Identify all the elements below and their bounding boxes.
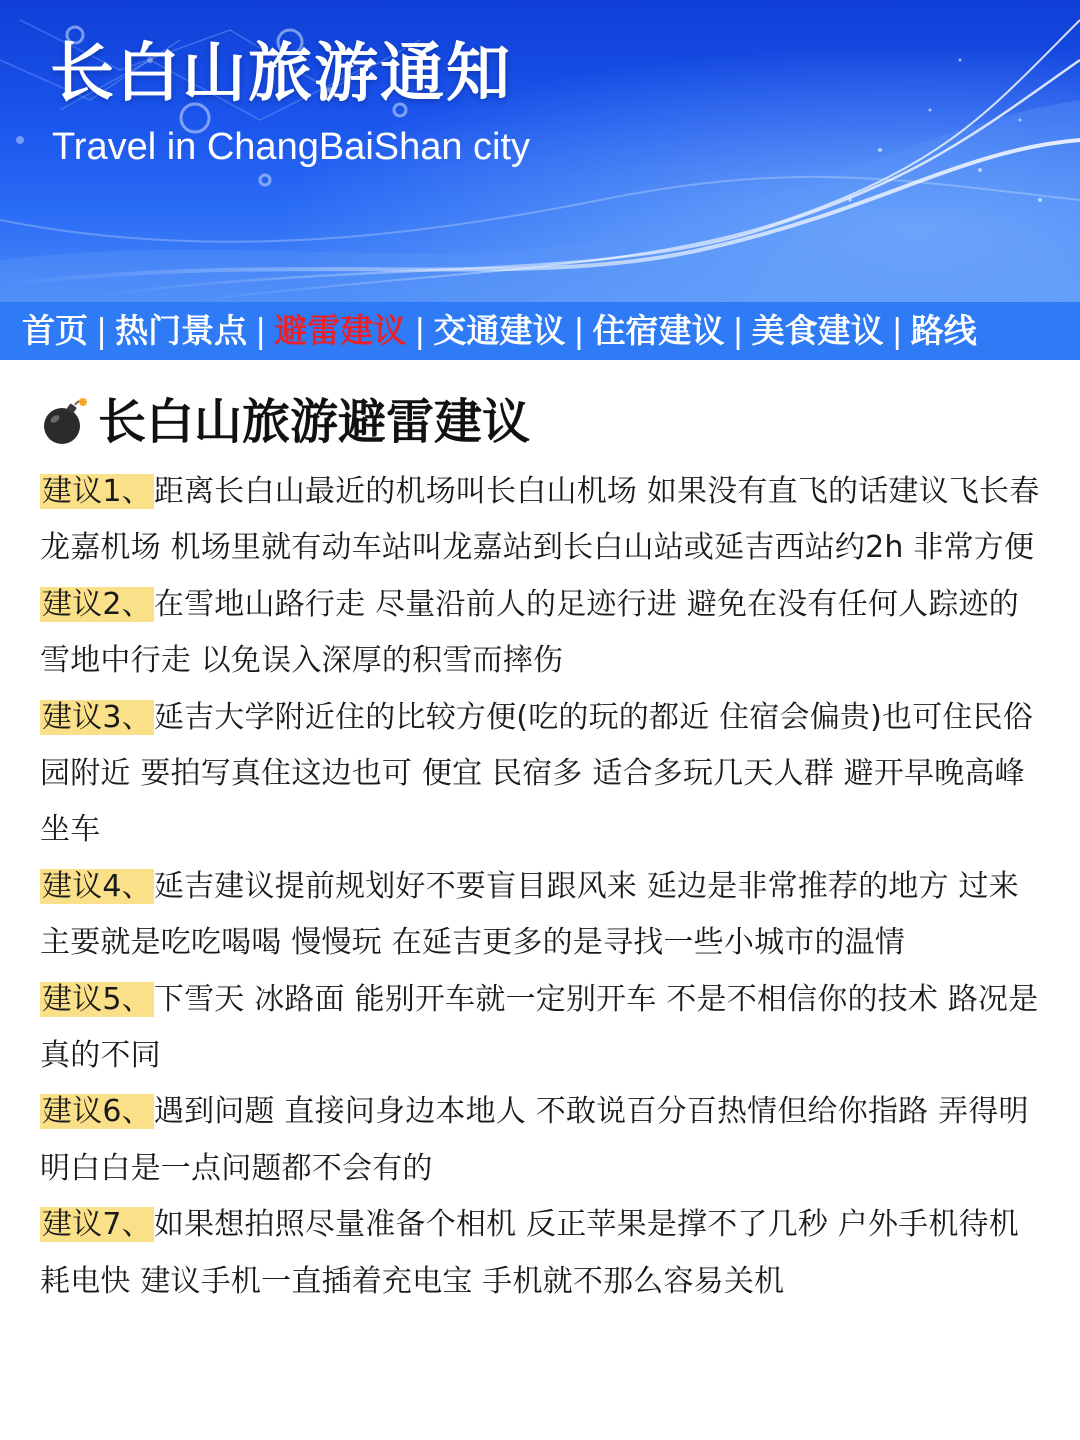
tips-list <box>40 464 1045 1310</box>
nav-item-pitfall-tips[interactable]: 避雷建议 <box>274 311 407 350</box>
nav-item-transport-tips[interactable]: 交通建议 <box>433 311 566 350</box>
tip-item <box>40 1084 1045 1197</box>
nav-bar <box>0 302 1080 360</box>
tip-item <box>40 859 1045 972</box>
tip-text: 在雪地山路行走 尽量沿前人的足迹行进 避免在没有任何人踪迹的雪地中行走 以免误入深厚的积雪而摔伤 <box>40 586 1019 679</box>
nav-item-lodging-tips[interactable]: 住宿建议 <box>592 311 725 350</box>
tip-text: 下雪天 冰路面 能别开车就一定别开车 不是不相信你的技术 路况是真的不同 <box>40 981 1039 1074</box>
nav-separator: | <box>732 311 744 350</box>
nav-separator: | <box>573 311 585 350</box>
tip-text: 延吉建议提前规划好不要盲目跟风来 延边是非常推荐的地方 过来主要就是吃吃喝喝 慢慢玩 在延吉更多的是寻找一些小城市的温情 <box>40 868 1019 961</box>
tip-text: 延吉大学附近住的比较方便(吃的玩的都近 住宿会偏贵)也可住民俗园附近 要拍写真住这边也可 便宜 民宿多 适合多玩几天人群 避开早晚高峰坐车 <box>40 699 1034 848</box>
tip-label: 建议4、 <box>42 868 152 904</box>
tip-label: 建议7、 <box>42 1207 152 1243</box>
banner-subtitle: Travel in ChangBaiShan city <box>52 126 531 168</box>
tip-item <box>40 972 1045 1085</box>
tip-label: 建议3、 <box>42 699 152 735</box>
nav-separator: | <box>96 311 108 350</box>
tip-item <box>40 577 1045 690</box>
section-heading <box>40 394 530 450</box>
section-title: 长白山旅游避雷建议 <box>98 394 531 450</box>
tip-text: 遇到问题 直接问身边本地人 不敢说百分百热情但给你指路 弄得明明白白是一点问题都不会有的 <box>40 1094 1029 1186</box>
tip-label: 建议6、 <box>42 1094 152 1130</box>
tip-label: 建议5、 <box>42 981 152 1017</box>
nav-separator: | <box>255 311 267 350</box>
nav-separator: | <box>891 311 903 350</box>
nav-separator: | <box>414 311 426 350</box>
nav-item-food-tips[interactable]: 美食建议 <box>751 311 884 350</box>
tip-label: 建议1、 <box>42 474 152 509</box>
tip-text: 如果想拍照尽量准备个相机 反正苹果是撑不了几秒 户外手机待机耗电快 建议手机一直插着充电宝 手机就不那么容易关机 <box>40 1207 1019 1299</box>
banner-title: 长白山旅游通知 <box>50 37 512 111</box>
bomb-icon <box>40 397 90 447</box>
tip-item <box>40 690 1045 859</box>
tip-item <box>40 1197 1045 1310</box>
header-banner <box>0 0 1080 302</box>
nav-item-route[interactable]: 路线 <box>910 311 977 350</box>
tip-item <box>40 464 1045 577</box>
tip-label: 建议2、 <box>42 586 152 622</box>
nav-item-hot-spots[interactable]: 热门景点 <box>115 311 248 350</box>
tip-text: 距离长白山最近的机场叫长白山机场 如果没有直飞的话建议飞长春龙嘉机场 机场里就有动车站叫龙嘉站到长白山站或延吉西站约2h 非常方便 <box>40 474 1040 566</box>
nav-item-home[interactable]: 首页 <box>22 311 88 350</box>
